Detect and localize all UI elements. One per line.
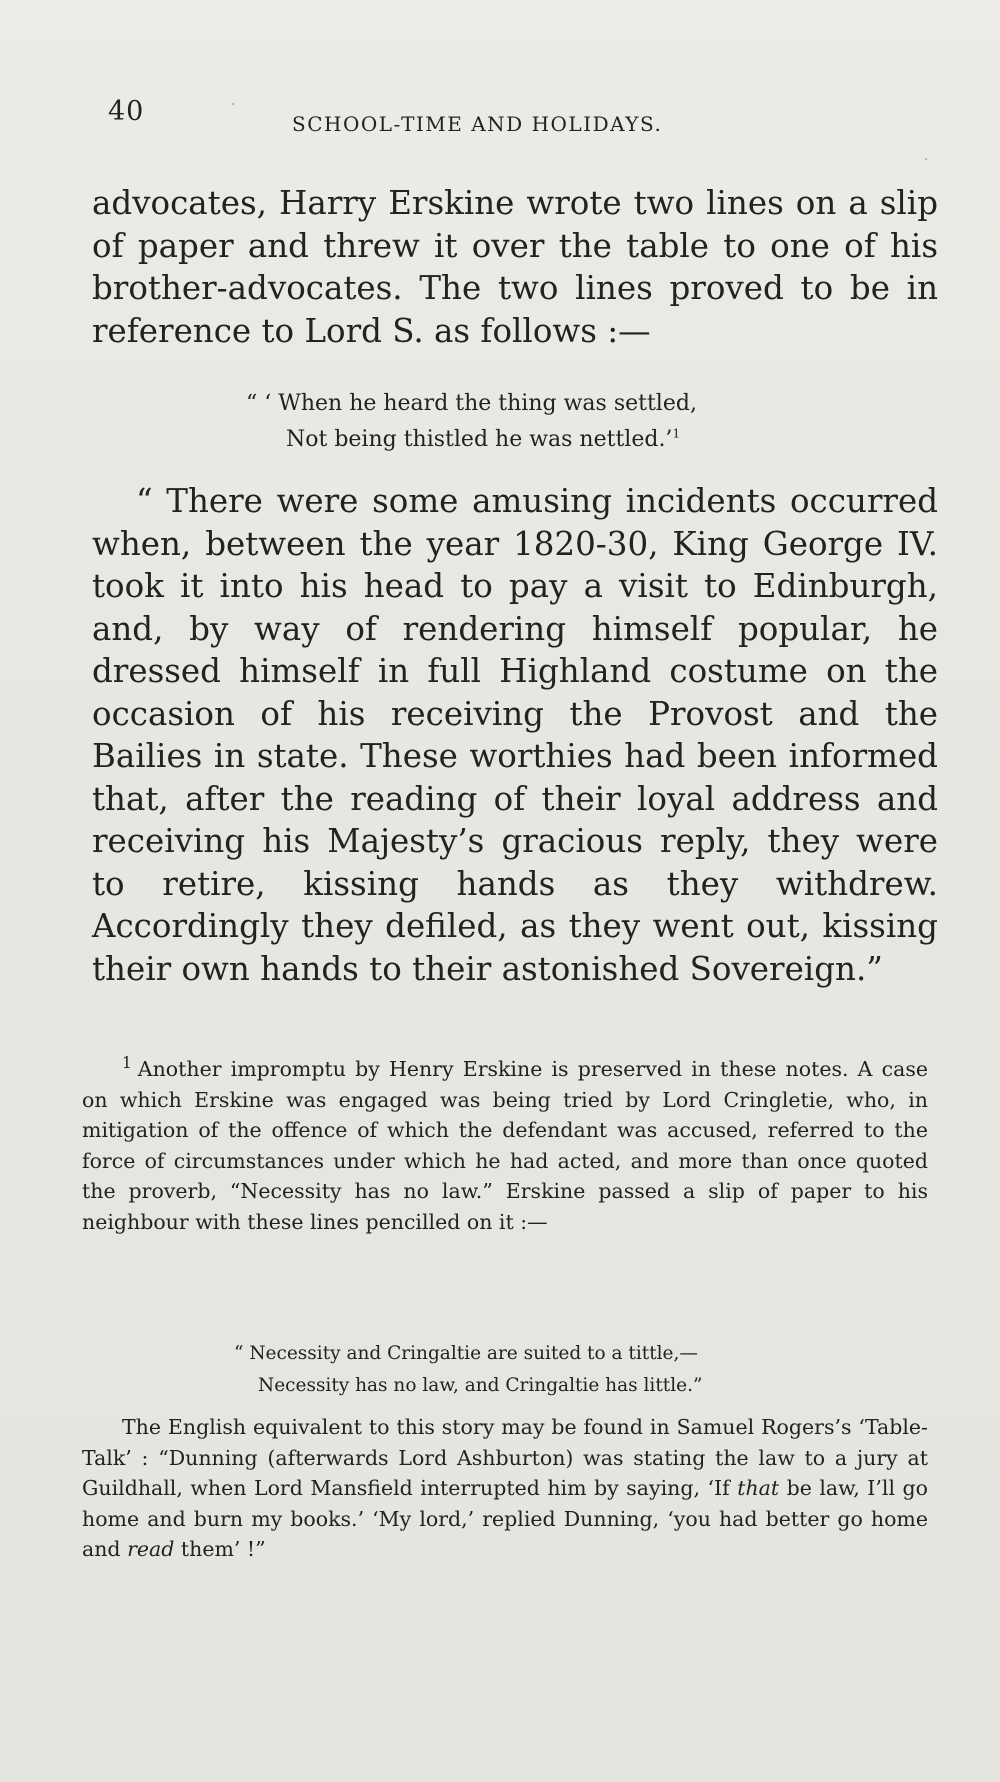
footnote-2-text-a: The English equivalent to this story may be found in Samuel Rogers’s ‘Table-Talk’ : “Dunning (afterwards Lord Ashburton) was stating the law to a jury at Guildhall, when Lord Mansfield interrupted him by saying, ‘If [82, 1415, 928, 1501]
verse-1-line-2 [246, 422, 697, 458]
paper-speck [925, 158, 927, 160]
verse-1-line-1: “ ‘ When he heard the thing was settled, [246, 391, 697, 416]
footnote-marker: 1 [122, 1054, 132, 1073]
running-head [108, 96, 940, 136]
verse-2 [234, 1338, 702, 1402]
paragraph-2: “ There were some amusing incidents occurred when, between the year 1820-30, King George IV. took it into his head to pay a visit to Edinburgh, and, by way of rendering himself popular, he dressed himself in full Highland costume on the occasion of his receiving the Provost and the Bailies in state. These worthies had been informed that, after the reading of their loyal address and receiving his Majesty’s gracious reply, they were to retire, kissing hands as they withdrew. Accordingly they defiled, as they went out, kissing their own hands to their astonished Sovereign.” [92, 482, 938, 988]
running-title: SCHOOL-TIME AND HOLIDAYS. [292, 112, 663, 136]
footnote-2-emphasis-read: read [127, 1537, 175, 1562]
verse-1 [246, 386, 697, 458]
verse-2-line-2: Necessity has no law, and Cringaltie has little.” [258, 1375, 703, 1396]
verse-2-line-1: “ Necessity and Cringaltie are suited to a tittle,— [234, 1343, 698, 1364]
page-number: 40 [108, 96, 145, 127]
footnote-2 [82, 1412, 928, 1565]
footnote-2-text-c: them’ !” [174, 1537, 266, 1562]
paragraph-1: advocates, Harry Erskine wrote two lines on a slip of paper and threw it over the table to one of his brother-advocates. The two lines proved to be in reference to Lord S. as follows :— [92, 184, 938, 350]
paper-speck [232, 103, 234, 105]
verse-1-line-2-text: Not being thistled he was nettled.’ [286, 427, 673, 452]
footnote-2-emphasis-that: that [737, 1476, 780, 1501]
footnote-2-text-b: be law, I’ll go home and burn my books.’ ‘My lord,’ replied Dunning, ‘you had better go home and [82, 1476, 928, 1562]
footnote-1 [82, 1054, 928, 1238]
footnote-1-text: Another impromptu by Henry Erskine is preserved in these notes. A case on which Erskine was engaged was being tried by Lord Cringletie, who, in mitigation of the offence of which the defendant was accused, referred to the force of circumstances under which he had acted, and more than once quoted the proverb, “Necessity has no law.” Erskine passed a slip of paper to his neighbour with these lines pencilled on it :— [82, 1057, 928, 1234]
footnote-reference: 1 [672, 426, 681, 441]
